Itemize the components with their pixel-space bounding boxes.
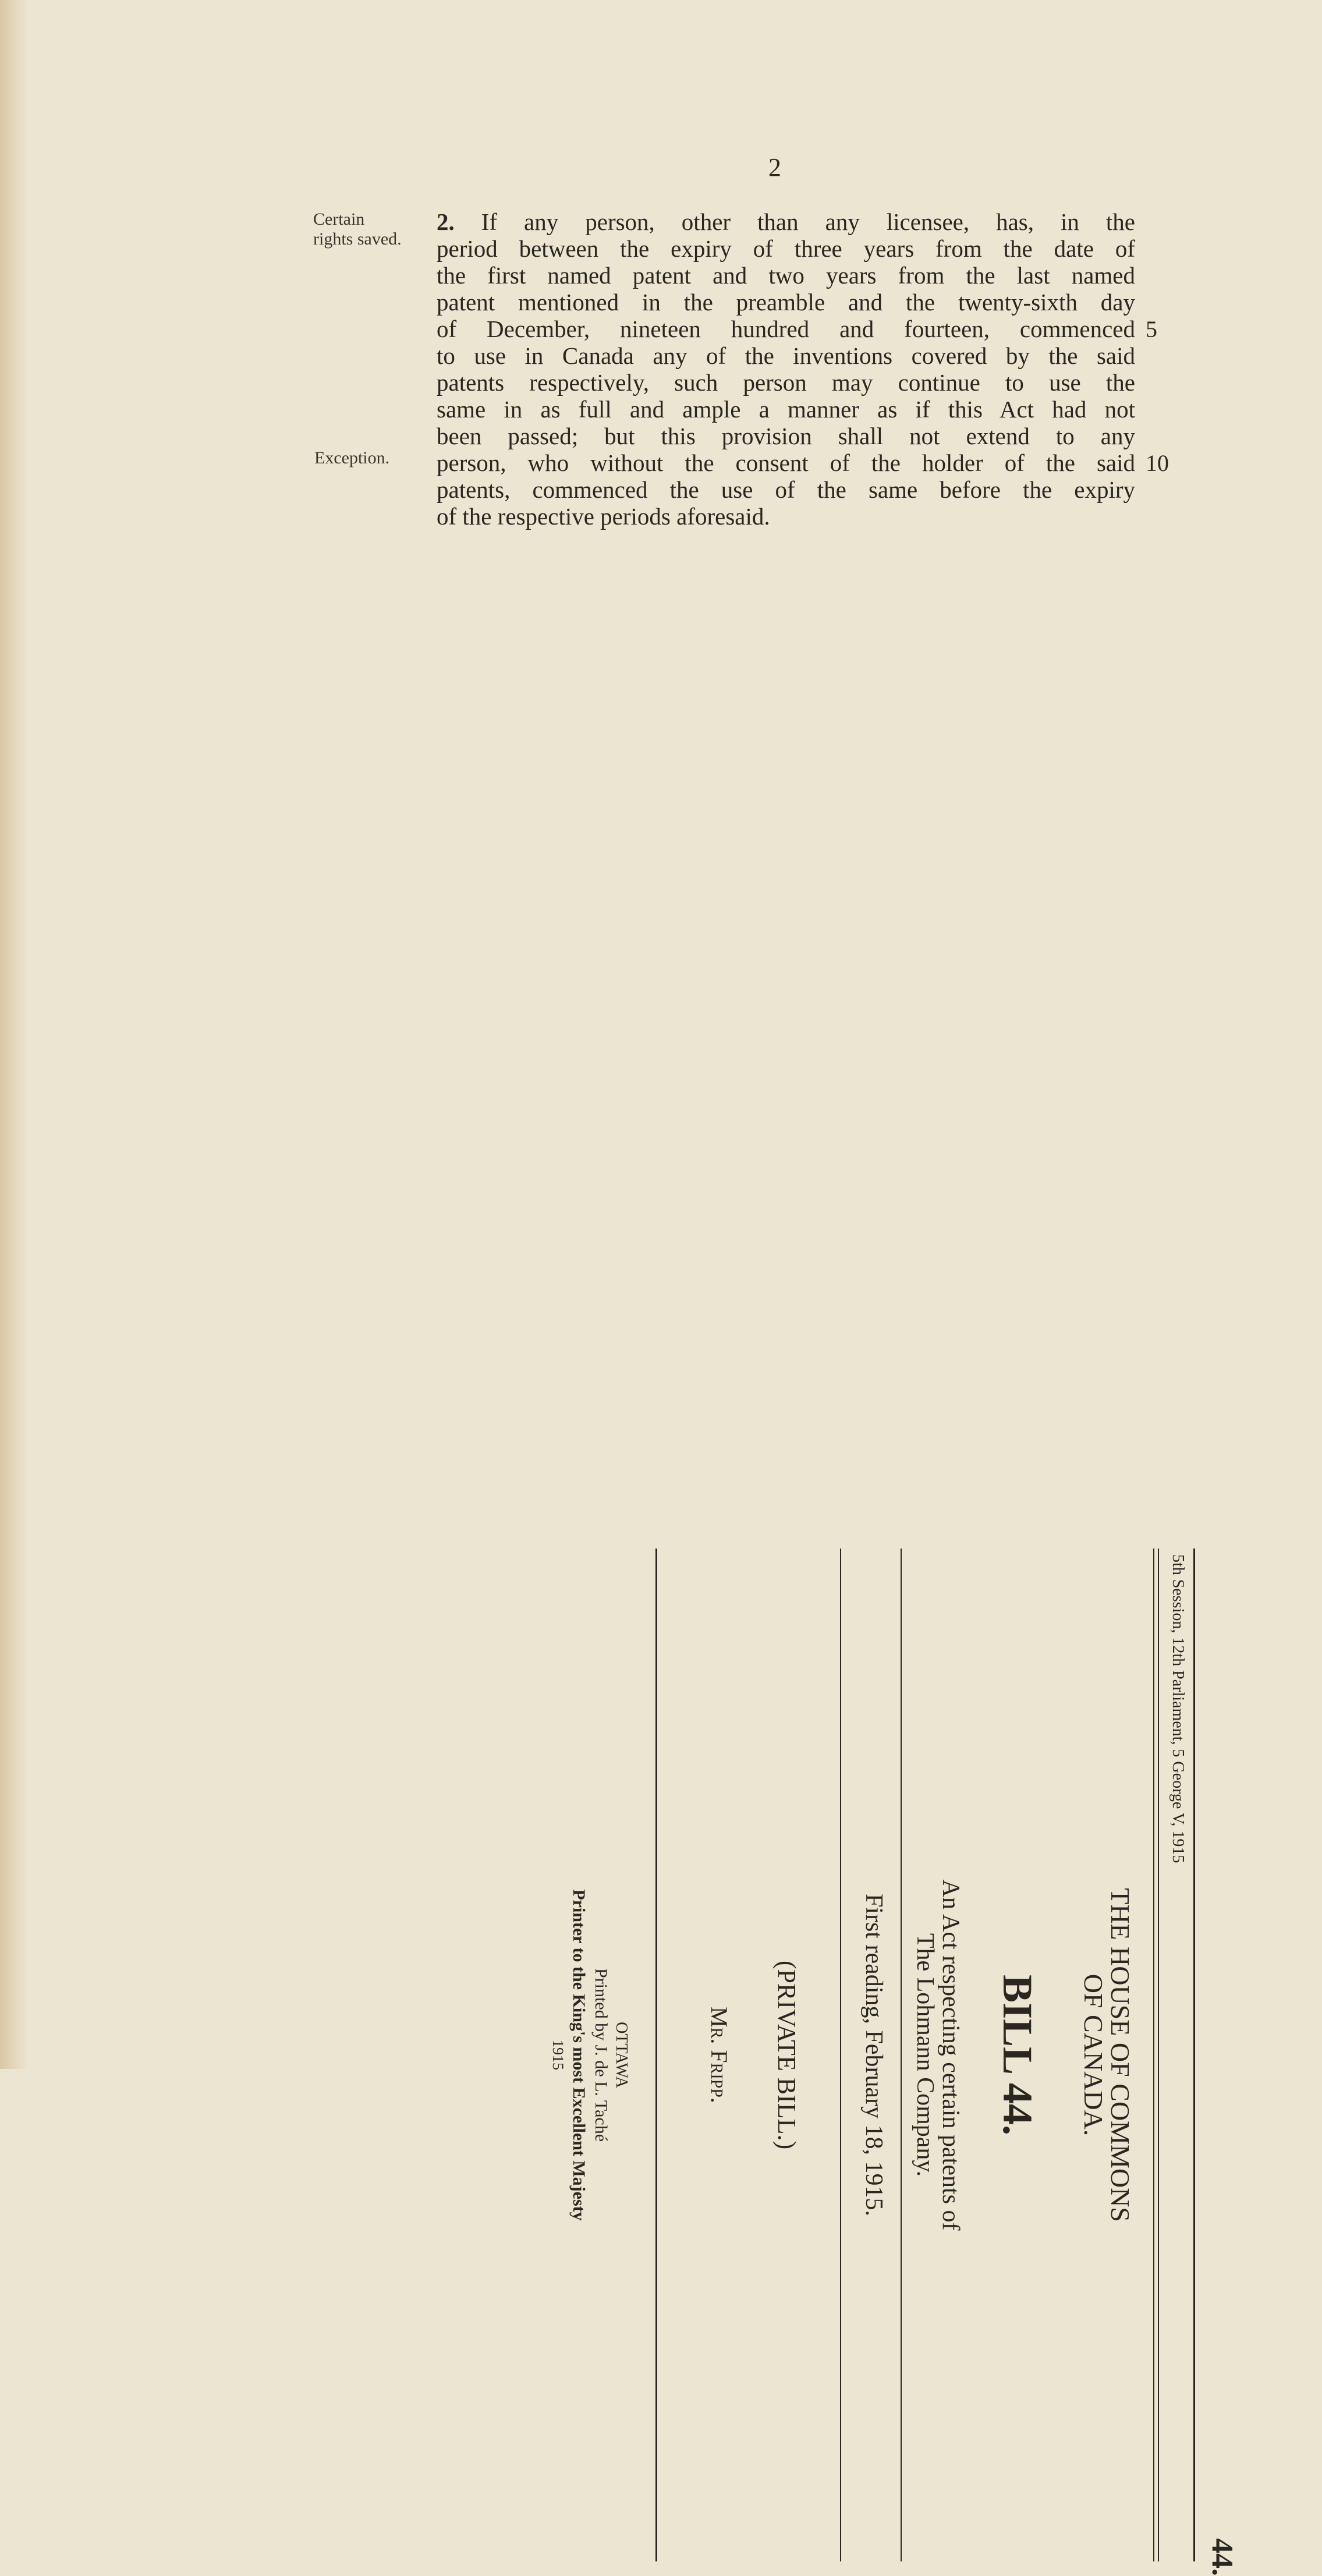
mid-rule <box>901 1549 902 2561</box>
section-2-text: 2. If any person, other than any licensee, has, in the period between the expiry of three years from the date of the first named patent and two years from the last named patent mentioned in the preamble and the twenty-sixth day of December, nineteen hundred and fourteen, commenced to use in Canada any of the inventions covered by the said patents respectively, such person may continue to use the same in as full and ample a manner as if this Act had not been passed; but this provision shall not extend to any person, who without the consent of the holder of the said patents, commenced the use of the same before the expiry of the respective periods aforesaid. <box>437 208 1135 530</box>
house-of-commons: THE HOUSE OF COMMONS OF CANADA. <box>1079 1888 1135 2222</box>
section-number: 2. <box>437 208 455 235</box>
session-rule <box>1158 1549 1159 2561</box>
top-rule <box>1193 1549 1195 2561</box>
bill-title: BILL 44. <box>994 1974 1041 2136</box>
printer-name: Printed by J. de L. Taché <box>591 1968 611 2142</box>
reading-rule <box>840 1549 841 2561</box>
bill-type: (PRIVATE BILL.) <box>772 1960 801 2150</box>
print-year: 1915 <box>550 2040 566 2070</box>
session-line: 5th Session, 12th Parliament, 5 George V, 1915 <box>1169 1554 1187 1863</box>
margin-note-certain-rights: Certain rights saved. <box>313 210 402 249</box>
session-rule-double <box>1153 1549 1154 2561</box>
page-number: 2 <box>768 153 781 182</box>
printer-title: Printer to the King's most Excellent Majesty <box>569 1889 589 2221</box>
line-number-5: 5 <box>1146 316 1157 342</box>
city: OTTAWA <box>612 2022 630 2088</box>
rotated-bill-cover <box>203 1549 1239 2576</box>
bill-number: 44. <box>1206 2538 1239 2576</box>
page-binding-edge <box>0 0 28 2069</box>
margin-note-exception: Exception. <box>314 448 390 467</box>
sponsor: Mr. Fripp. <box>706 2007 732 2103</box>
line-number-10: 10 <box>1146 450 1169 476</box>
first-reading: First reading, February 18, 1915. <box>860 1893 887 2217</box>
bottom-rule <box>655 1549 657 2561</box>
act-title: An Act respecting certain patents of The Lohmann Company. <box>912 1879 964 2231</box>
